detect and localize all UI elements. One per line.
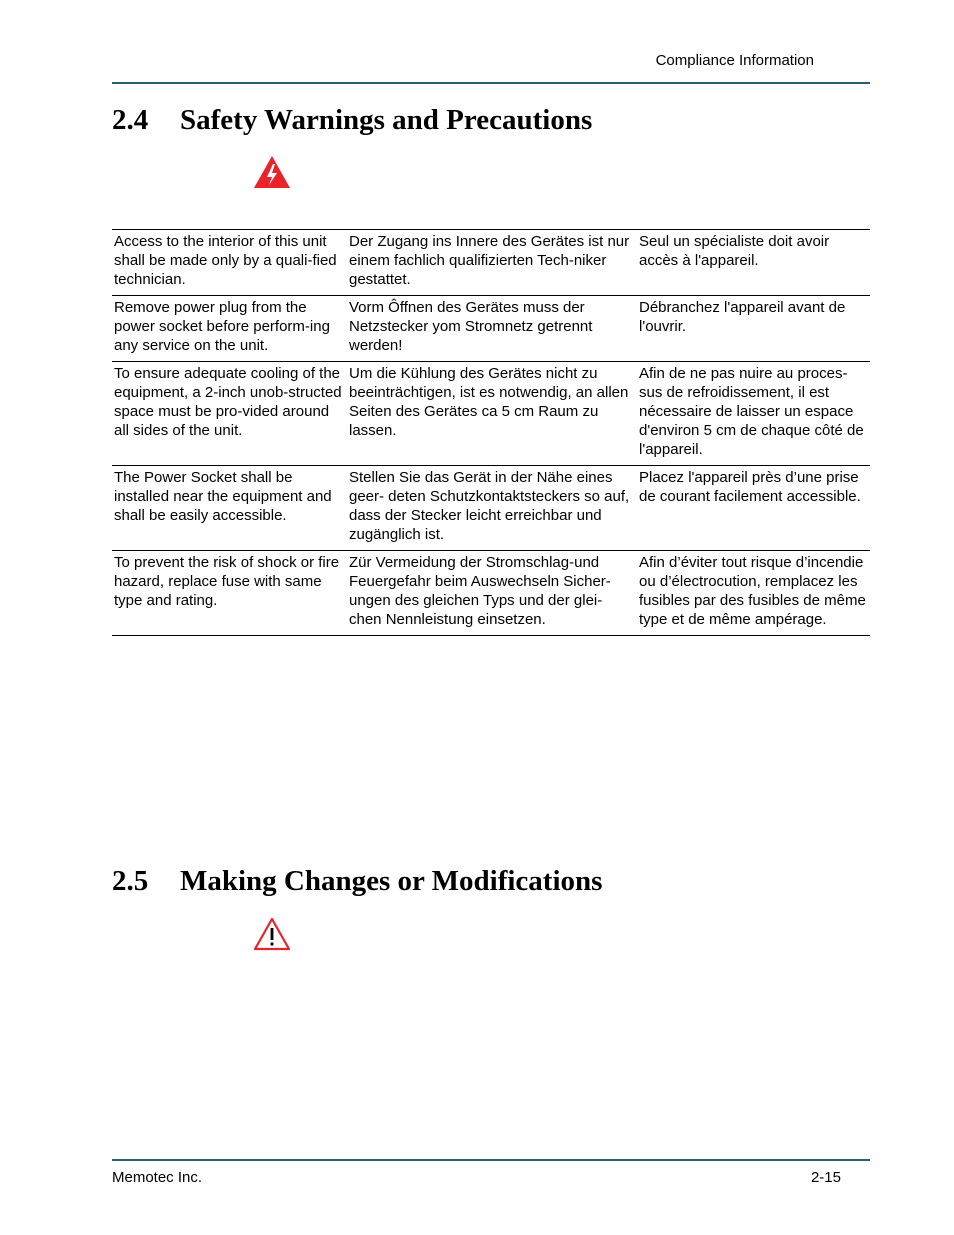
electrical-hazard-icon <box>253 154 291 190</box>
table-row <box>112 296 870 362</box>
caution-exclamation-icon <box>253 916 291 952</box>
section-number: 2.4 <box>112 104 149 136</box>
warning-german: Der Zugang ins Innere des Gerätes ist nur einem fachlich qualifizierten Tech-niker gestattet. <box>346 230 636 296</box>
page-footer <box>112 1159 870 1186</box>
table-row <box>112 551 870 636</box>
warning-english: To prevent the risk of shock or fire hazard, replace fuse with same type and rating. <box>112 551 346 636</box>
warning-english: To ensure adequate cooling of the equipment, a 2-inch unob-structed space must be pro-vided around all sides of the unit. <box>112 362 346 466</box>
warning-english: The Power Socket shall be installed near the equipment and shall be easily accessible. <box>112 466 346 551</box>
section-number: 2.5 <box>112 865 149 897</box>
section-title-text: Making Changes or Modifications <box>180 865 603 897</box>
section-title-text: Safety Warnings and Precautions <box>180 104 593 136</box>
warning-french: Afin de ne pas nuire au proces-sus de refroidissement, il est nécessaire de laisser un espace d'environ 5 cm de chaque côté de l'appareil. <box>636 362 870 466</box>
warning-french: Placez l'appareil près d’une prise de courant facilement accessible. <box>636 466 870 551</box>
warning-french: Seul un spécialiste doit avoir accès à l'appareil. <box>636 230 870 296</box>
warning-french: Débranchez l'appareil avant de l'ouvrir. <box>636 296 870 362</box>
company-name: Memotec Inc. <box>112 1169 203 1186</box>
safety-warnings-table <box>112 229 870 636</box>
page-header <box>112 50 870 84</box>
table-row <box>112 230 870 296</box>
warning-german: Um die Kühlung des Gerätes nicht zu beeinträchtigen, ist es notwendig, an allen Seiten des Gerätes ca 5 cm Raum zu lassen. <box>346 362 636 466</box>
page-number: 2-15 <box>810 1169 841 1186</box>
warning-german: Zür Vermeidung der Stromschlag-und Feuergefahr beim Auswechseln Sicher-ungen des gleichen Typs und der glei-chen Nennleistung einsetzen. <box>346 551 636 636</box>
table-row <box>112 362 870 466</box>
warning-english: Access to the interior of this unit shall be made only by a quali-fied technician. <box>112 230 346 296</box>
warning-german: Stellen Sie das Gerät in der Nähe eines geer- deten Schutzkontaktsteckers so auf, dass der Stecker leicht erreichbar und zugänglich ist. <box>346 466 636 551</box>
warning-german: Vorm Ôffnen des Gerätes muss der Netzstecker yom Stromnetz getrennt werden! <box>346 296 636 362</box>
section-heading-safety <box>112 103 592 137</box>
warning-english: Remove power plug from the power socket before perform-ing any service on the unit. <box>112 296 346 362</box>
section-heading-modifications <box>112 864 602 898</box>
table-row <box>112 466 870 551</box>
chapter-title: Compliance Information <box>655 52 814 69</box>
warning-french: Afin d’éviter tout risque d’incendie ou d’électrocution, remplacez les fusibles par des fusibles de même type et de même ampérage. <box>636 551 870 636</box>
